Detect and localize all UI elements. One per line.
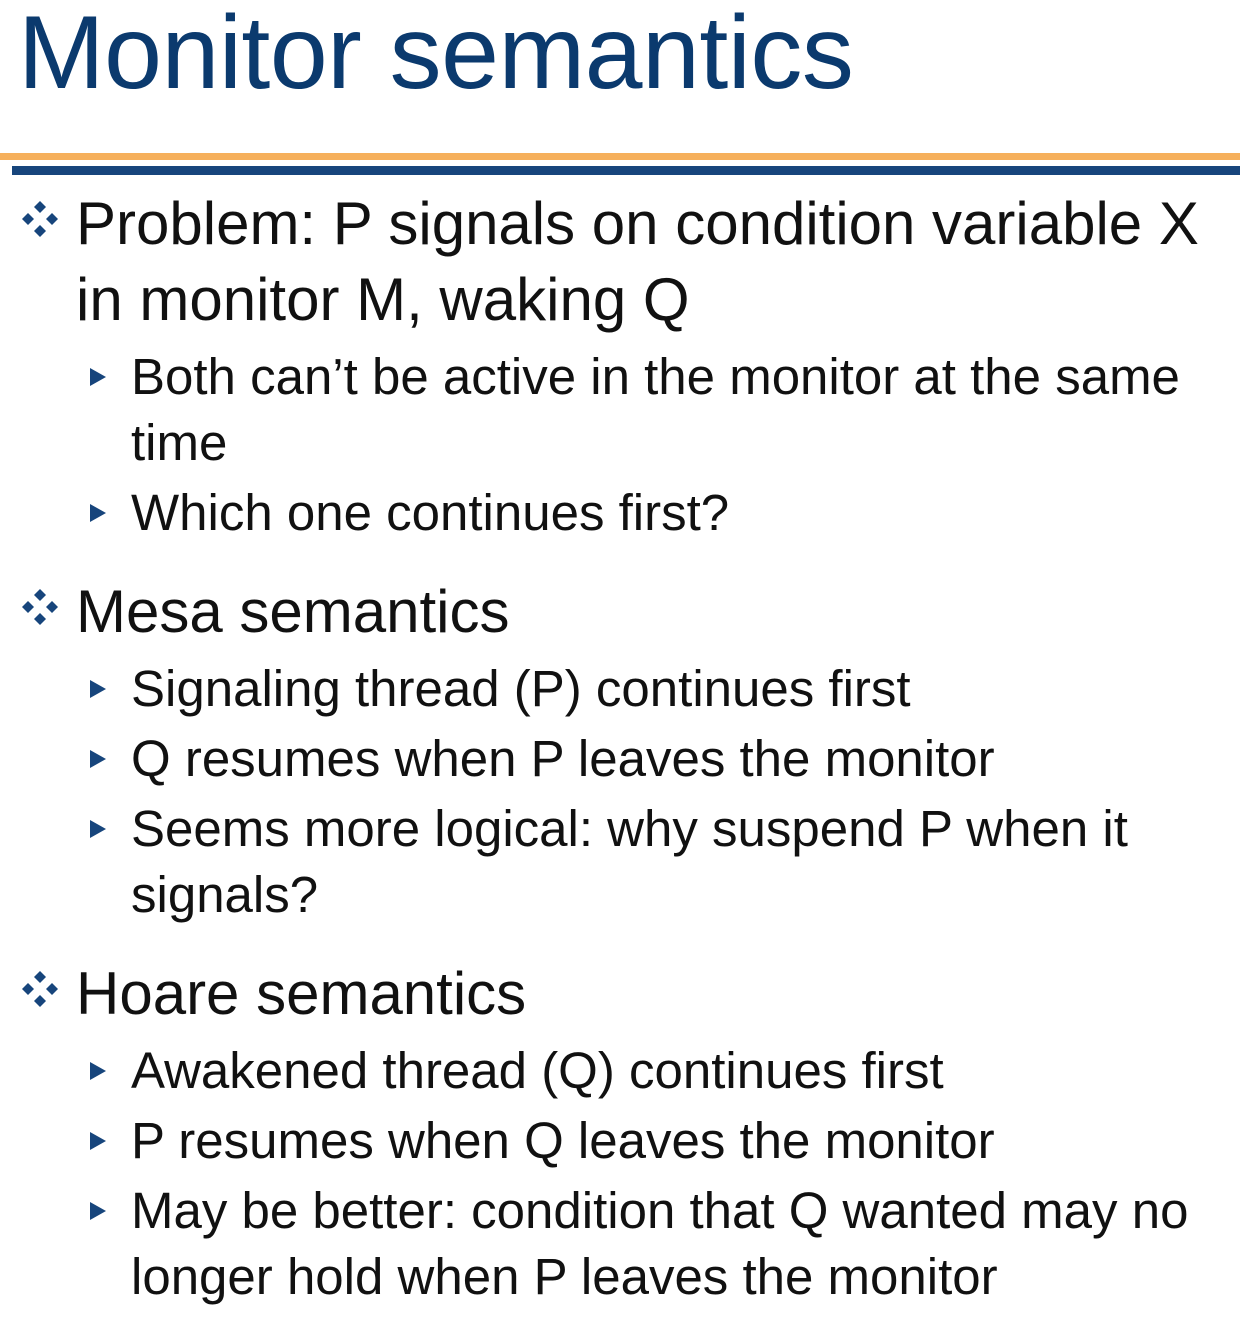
bullet-level2 (0, 480, 1240, 546)
bullet-text: Which one continues first? (131, 484, 730, 541)
bullet-level2 (0, 726, 1240, 792)
bullet-level2 (0, 1108, 1240, 1174)
bullet-text: Hoare semantics (76, 960, 527, 1027)
triangle-bullet-icon (90, 680, 106, 698)
title-divider-blue (12, 166, 1240, 175)
triangle-bullet-icon (90, 1062, 106, 1080)
four-diamond-bullet-icon (18, 967, 62, 1011)
triangle-bullet-icon (90, 820, 106, 838)
triangle-bullet-icon (90, 1202, 106, 1220)
slide-content (0, 186, 1240, 1314)
bullet-level1 (0, 956, 1240, 1032)
bullet-text: May be better: condition that Q wanted may no longer hold when P leaves the monitor (131, 1182, 1189, 1305)
bullet-text: Problem: P signals on condition variable X in monitor M, waking Q (76, 190, 1199, 333)
triangle-bullet-icon (90, 1132, 106, 1150)
bullet-level1 (0, 574, 1240, 650)
triangle-bullet-icon (90, 504, 106, 522)
bullet-level2 (0, 1038, 1240, 1104)
bullet-level2 (0, 796, 1240, 928)
title-divider-orange (0, 153, 1240, 160)
bullet-text: Mesa semantics (76, 578, 510, 645)
section-hoare (0, 956, 1240, 1310)
four-diamond-bullet-icon (18, 585, 62, 629)
section-mesa (0, 574, 1240, 928)
triangle-bullet-icon (90, 750, 106, 768)
bullet-level2 (0, 656, 1240, 722)
bullet-text: P resumes when Q leaves the monitor (131, 1112, 995, 1169)
bullet-text: Both can’t be active in the monitor at the same time (131, 348, 1180, 471)
bullet-level2 (0, 1178, 1240, 1310)
bullet-level2 (0, 344, 1240, 476)
bullet-text: Q resumes when P leaves the monitor (131, 730, 995, 787)
bullet-text: Signaling thread (P) continues first (131, 660, 911, 717)
bullet-text: Seems more logical: why suspend P when it signals? (131, 800, 1128, 923)
triangle-bullet-icon (90, 368, 106, 386)
four-diamond-bullet-icon (18, 197, 62, 241)
slide-title: Monitor semantics (18, 0, 854, 111)
bullet-level1 (0, 186, 1240, 338)
section-problem (0, 186, 1240, 546)
bullet-text: Awakened thread (Q) continues first (131, 1042, 944, 1099)
